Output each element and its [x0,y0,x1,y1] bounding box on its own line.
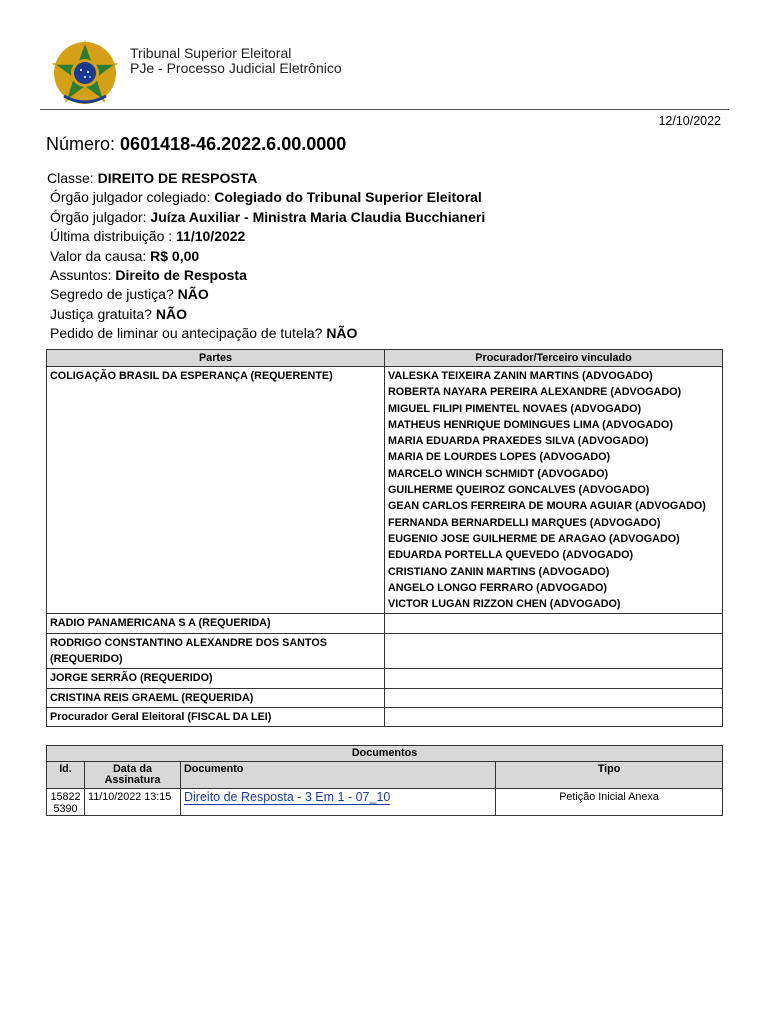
field-value: NÃO [326,325,358,342]
system-name: PJe - Processo Judicial Eletrônico [130,60,342,76]
table-row [47,367,723,614]
documentos-title: Documentos [47,746,723,762]
process-number-label: Número: [46,134,116,154]
tipo-header: Tipo [496,762,723,789]
field-label: Pedido de liminar ou antecipação de tutela? [50,325,327,342]
field-label: Órgão julgador colegiado: [50,189,215,206]
procurador-item: ROBERTA NAYARA PEREIRA ALEXANDRE (ADVOGADO) [388,386,682,399]
procurador-item: MIGUEL FILIPI PIMENTEL NOVAES (ADVOGADO) [388,402,642,415]
court-header [130,46,342,76]
table-row [47,789,723,816]
procuradores-cell [385,367,723,614]
procurador-item: GUILHERME QUEIROZ GONCALVES (ADVOGADO) [388,484,650,497]
procuradores-cell [385,669,723,688]
field-orgao-colegiado [47,188,485,207]
documentos-table [46,745,723,816]
document-date: 12/10/2022 [658,114,721,128]
table-row [47,633,723,669]
field-pedido-liminar [47,324,485,343]
field-ultima-distribuicao [47,227,485,246]
procurador-item: ANGELO LONGO FERRARO (ADVOGADO) [388,581,607,594]
field-label: Órgão julgador: [50,208,151,225]
documentos-title-row [47,746,723,762]
partes-header: Partes [47,350,385,367]
procurador-item: VALESKA TEIXEIRA ZANIN MARTINS (ADVOGADO) [388,370,653,382]
procuradores-cell [385,614,723,633]
field-segredo-justica [47,285,485,304]
procurador-item: VICTOR LUGAN RIZZON CHEN (ADVOGADO) [388,598,621,611]
procuradores-cell [385,707,723,726]
parte-cell: Procurador Geral Eleitoral (FISCAL DA LEI) [47,707,385,726]
id-header: Id. [47,762,85,789]
documento-cell [181,789,496,816]
procurador-item: MATHEUS HENRIQUE DOMINGUES LIMA (ADVOGADO) [388,418,673,431]
parte-cell: RADIO PANAMERICANA S A (REQUERIDA) [47,614,385,633]
brasil-coat-of-arms-emblem [52,40,118,106]
table-row [47,614,723,633]
procurador-item: FERNANDA BERNARDELLI MARQUES (ADVOGADO) [388,516,661,529]
partes-header-row [47,350,723,367]
procurador-item: MARCELO WINCH SCHMIDT (ADVOGADO) [388,467,609,480]
field-value: R$ 0,00 [150,247,200,264]
process-info [47,169,485,344]
procurador-header: Procurador/Terceiro vinculado [385,350,723,367]
field-value: DIREITO DE RESPOSTA [97,170,258,186]
procurador-item: EUGENIO JOSE GUILHERME DE ARAGAO (ADVOGADO) [388,532,680,545]
data-header: Data da Assinatura [85,762,181,789]
field-value: Juíza Auxiliar - Ministra Maria Claudia Bucchianeri [150,208,486,225]
table-row [47,707,723,726]
field-label: Classe: [47,170,98,186]
field-valor-causa [47,247,485,266]
field-value: Direito de Resposta [115,267,247,284]
procurador-item: EDUARDA PORTELLA QUEVEDO (ADVOGADO) [388,549,634,562]
procurador-item: MARIA DE LOURDES LOPES (ADVOGADO) [388,451,611,464]
field-label: Assuntos: [50,267,116,284]
field-label: Última distribuição : [50,228,177,245]
procuradores-cell [385,688,723,707]
procurador-item: GEAN CARLOS FERREIRA DE MOURA AGUIAR (ADVOGADO) [388,500,706,513]
header-divider [40,109,729,110]
field-orgao-julgador [47,208,485,227]
documento-link[interactable]: Direito de Resposta - 3 Em 1 - 07_10 [184,790,391,804]
documentos-header-row [47,762,723,789]
parte-cell: JORGE SERRÃO (REQUERIDO) [47,669,385,688]
partes-table [46,349,723,727]
parte-cell: CRISTINA REIS GRAEML (REQUERIDA) [47,688,385,707]
field-value: NÃO [177,286,209,303]
table-row [47,688,723,707]
field-justica-gratuita [47,305,485,324]
process-number [46,134,346,155]
field-value: Colegiado do Tribunal Superior Eleitoral [214,189,482,206]
field-label: Justiça gratuita? [50,305,156,322]
documento-data: 11/10/2022 13:15 [85,789,181,816]
documento-id: 15822 5390 [47,789,85,816]
field-classe [47,169,485,188]
field-label: Valor da causa: [50,247,151,264]
procurador-item: CRISTIANO ZANIN MARTINS (ADVOGADO) [388,565,610,578]
parte-cell: RODRIGO CONSTANTINO ALEXANDRE DOS SANTOS (REQUERIDO) [47,633,385,669]
procuradores-cell [385,633,723,669]
procurador-item: MARIA EDUARDA PRAXEDES SILVA (ADVOGADO) [388,435,649,448]
parte-cell: COLIGAÇÃO BRASIL DA ESPERANÇA (REQUERENTE) [47,367,385,614]
court-name: Tribunal Superior Eleitoral [130,45,292,61]
field-label: Segredo de justiça? [50,286,178,303]
field-assuntos [47,266,485,285]
field-value: NÃO [155,305,187,322]
table-row [47,669,723,688]
field-value: 11/10/2022 [176,228,246,245]
process-number-value: 0601418-46.2022.6.00.0000 [120,134,347,154]
documento-tipo: Petição Inicial Anexa [496,789,723,816]
documento-header: Documento [181,762,496,789]
